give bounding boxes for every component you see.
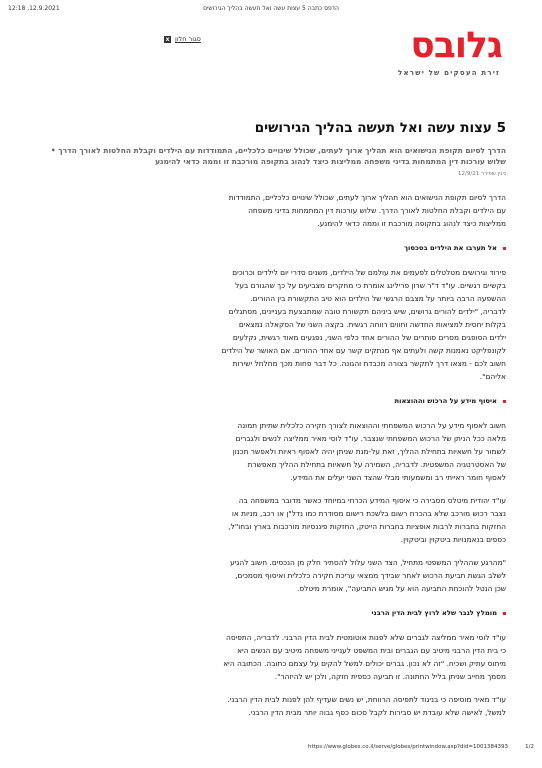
- section-title: [40, 397, 506, 405]
- print-url: https://www.globes.co.il/serve/globes/printwindow.asp?did=1001384393: [307, 744, 508, 750]
- close-window-label[interactable]: סגור חלון: [175, 35, 201, 43]
- section-title: [40, 244, 506, 252]
- section-title-text: מומלץ לגבר שלא לרוץ לבית הדין הרבני: [371, 609, 497, 617]
- section-title-text: איסוף מידע על הרכוש וההוצאות: [394, 397, 497, 405]
- section-title-text: אל תערבו את הילדים בסכסוך: [404, 244, 497, 252]
- bullet-icon: [503, 612, 506, 615]
- section-paragraph: פירוד וגירושים מטלטלים לפעמים את עולמם של הילדים, משנים סדרי יום לילדים וכרוכים בקשיים רגשיים. עו"ד ד"ר שרון פרילינג אומרת כי מחקרים מצביעים על כך שהגורם בעל ההשפעה הרבה ביותר על מצבם הרגשי של הילדים הוא טיב התקשורת בין ההורים. לדבריה, "ילדים להורים גרושים, שיש ביניהם תקשורת טובה שמתבצעת בעניינים, מסתגלים בקלות יחסית למציאות החדשה וחווים רווחה רגשית. בקצה השני של הסקאלה נמצאים ילדים הסופגים מסרים סותרים של ההורים אחד כלפי השני, נפגעים מאוד רגשית, נקלעים לקונפליקט נאמנות קשה ולעתים אף מנתקים קשר עם אחד ההורים. אם האושר של הילדים חשוב לכם - מצאו דרך לתקשר בצורה מכבדת והגונה. כל דבר פחות מכך מחלחל ישירות אליהם".: [221, 268, 506, 381]
- article-headline: 5 עצות עשה ואל תעשה בהליך הגירושים: [254, 120, 506, 136]
- browser-print-header: [8, 5, 534, 15]
- logo-tagline: זירת העסקים של ישראל: [398, 69, 500, 77]
- section-paragraph: עו"ד לוסי מאיר ממליצה לגברים שלא לפנות אוטומטית לבית הדין הרבני. לדבריה, התפיסה כי בית הדין הרבני מיטיב עם הגברים ובית המשפט לענייני משפחה מיטיב עם הנשים היא מיתוס עתיק ושכיח. "זה לא נכון. גברים יכולים למשל להקים על עצמם כתובה. הכתובה היא מסמך מחייב שניתן בליל החתונה. זו תביעה כספית חזקה, ולכן יש להיזהר".: [223, 633, 506, 681]
- browser-print-footer: [8, 744, 534, 754]
- section-paragraph: עו"ד יהודית מיטלס מסבירה כי איסוף המידע הכרחי במיוחד כאשר מדובר במשפחה בה נצבר רכוש מורכב שלא בהכרח רשום בלשכת רישום מסודרת כמו נדל"ן או רכב, מניות או החזקות בחברות לרבות אופציות בחברות הייטק, החזקות פיננסיות מורכבות בארץ ובחו"ל, כספים בנאמנויות ביטקוין וביטקוין.: [228, 496, 506, 544]
- section-paragraph: "מהרגע שההליך המשפטי מתחיל, הצד השני עלול להסתיר חלק מן הנכסים. חשוב להגיע לשלב הגשת תביעת הרכוש לאחר שבידך ממצאי עריכת חקירה כלכלית ואיסוף מסמכים, שכן הנטל להוכחת התביעה הוא על מגיש התביעה", אומרת מיטלס.: [230, 558, 506, 593]
- print-page-number: 1/2: [525, 744, 534, 750]
- logo-wordmark: גלובס: [410, 25, 502, 66]
- globes-logo: [362, 25, 502, 78]
- print-timestamp: 12:18 ,12.9.2021: [8, 5, 60, 12]
- article-byline: גיגין שפירר 12/9/21: [458, 171, 506, 177]
- article: [40, 120, 506, 719]
- bullet-icon: [503, 400, 506, 403]
- article-intro: הדרך לסיום תקופת הנישואים הוא תהליך ארוך לעתים, שכולל שינויים כלכליים, התמודדות עם הילדים וקבלת החלטות לאורך הדרך. שלוש עורכות דין המתמחות בדיני משפחה ממליצות כיצד לנהוג בתקופה מורכבת זו וממה כדאי להימנע.: [228, 193, 506, 228]
- close-icon[interactable]: x: [165, 35, 170, 43]
- bullet-icon: [503, 247, 506, 250]
- article-subtitle: הדרך לסיום תקופת הנישואים הוא תהליך ארוך לעתים, שכולל שינויים כלכליים, התמודדות עם הילדים וקבלת החלטות לאורך הדרך • שלוש עורכות דין המתמחות בדיני משפחה ממליצות כיצד לנהוג בתקופה מורכבת זו וממה כדאי להימנע: [50, 146, 506, 166]
- print-page-title: הדפס כתבה 5 עצות עשה ואל תעשה בהליך הגירושים: [203, 5, 339, 12]
- section-paragraph: חשוב לאסוף מידע על הרכוש המשפחתי וההוצאות לצורך חקירה כלכלית שתיתן תמונה מלאה ככל הניתן של הרכוש המשפחתי שנצבר. עו"ד לוסי מאיר ממליצה לנשים ולגברים לשמור על חשאיות בתחילת ההליך, זאת על-מנת שניתן יהיה לאסוף ראיות ולאפשר תכנון של האסטרטגיה המשפטית. לדבריה, השמירה על חשאיות בתחילת ההליך מאפשרת לאסוף חומר ראייתי רב ומשמעותי מבלי שהצד השני יעלים את המידע.: [232, 421, 506, 482]
- section-paragraph: עו"ד מאיר מוסיפה כי בניגוד לתפיסה הרווחת, יש נשים שעדיף להן לפנות לבית הדין הרבני. למשל, לאישה שלא עובדת יש סבירות לקבל סכום כסף גבוה יותר מבית הדין הרבני.: [227, 695, 506, 717]
- section-title: [40, 609, 506, 617]
- close-window-link[interactable]: [164, 35, 201, 43]
